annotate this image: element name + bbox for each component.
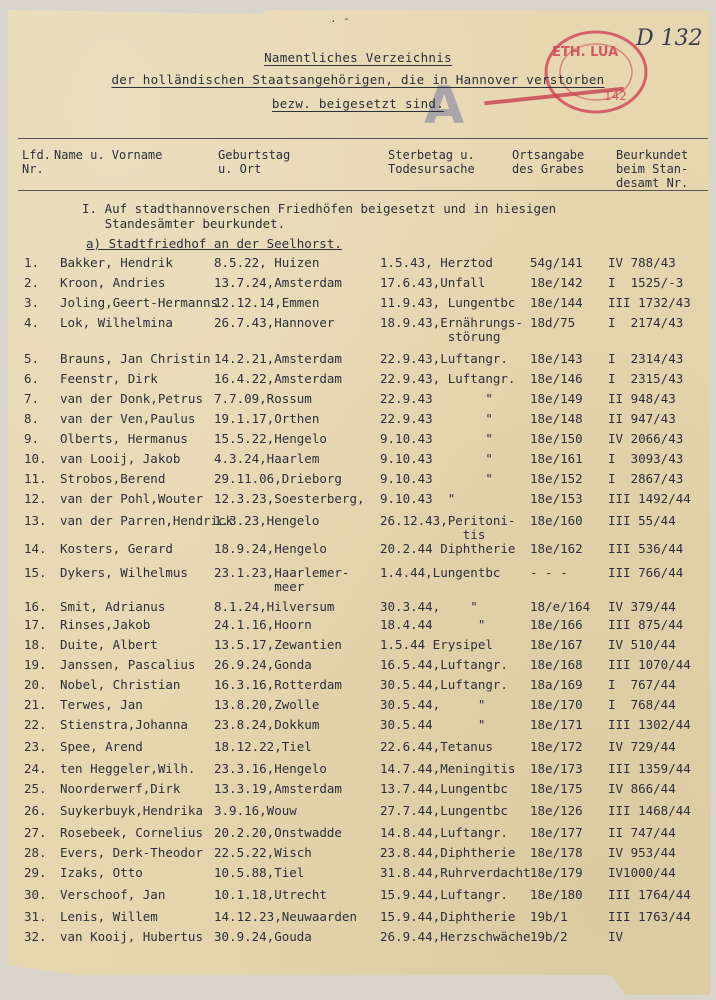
- cell-birth: 19.1.17,Orthen: [214, 411, 320, 426]
- cell-birth: 13.5.17,Zewantien: [214, 637, 342, 652]
- table-row: [0, 276, 716, 296]
- cell-name: Olberts, Hermanus: [60, 431, 188, 446]
- cell-death: 31.8.44,Ruhrverdacht: [380, 865, 531, 880]
- cell-no: 21.: [24, 697, 47, 712]
- table-row: [0, 513, 716, 542]
- cell-reg: II 747/44: [608, 825, 676, 840]
- cell-no: 18.: [24, 637, 47, 652]
- cell-no: 30.: [24, 887, 47, 902]
- cell-no: 14.: [24, 541, 47, 556]
- cell-reg: III 1492/44: [608, 491, 691, 506]
- cell-death: 22.6.44,Tetanus: [380, 739, 493, 754]
- cell-grave: 18e/126: [530, 803, 583, 818]
- cell-no: 5.: [24, 351, 40, 366]
- cell-reg: IV 2066/43: [608, 431, 684, 446]
- table-row: [0, 762, 716, 782]
- section-heading: I. Auf stadthannoverschen Friedhöfen beigesetzt und in hiesigen Standesämter beurkundet.: [82, 201, 557, 231]
- cell-name: Lok, Wilhelmina: [60, 315, 173, 330]
- cell-grave: 18e/149: [530, 391, 583, 406]
- cell-reg: I 768/44: [608, 697, 676, 712]
- cell-name: Kosters, Gerard: [60, 541, 173, 556]
- cell-name: ten Heggeler,Wilh.: [60, 761, 196, 776]
- col-header-registry: Beurkundet beim Stan- desamt Nr.: [616, 148, 689, 190]
- cell-grave: 18e/142: [530, 275, 583, 290]
- cell-no: 23.: [24, 739, 47, 754]
- col-header-death: Sterbetag u. Todesursache: [388, 148, 475, 176]
- cell-reg: III 1732/43: [608, 295, 691, 310]
- cell-name: Janssen, Pascalius: [60, 657, 196, 672]
- cell-death: 27.7.44,Lungentbc: [380, 803, 508, 818]
- cell-name: Rosebeek, Cornelius: [60, 825, 203, 840]
- cell-grave: 18e/167: [530, 637, 583, 652]
- cell-name: van Looij, Jakob: [60, 451, 181, 466]
- table-row: [0, 888, 716, 908]
- cell-no: 31.: [24, 909, 47, 924]
- cell-reg: IV 953/44: [608, 845, 676, 860]
- cell-death: 15.9.44,Luftangr.: [380, 887, 508, 902]
- table-row: [0, 618, 716, 638]
- cell-death: 22.9.43 ": [380, 411, 493, 426]
- cell-grave: 18e/150: [530, 431, 583, 446]
- table-row: [0, 678, 716, 698]
- cell-no: 2.: [24, 275, 40, 290]
- table-row: [0, 826, 716, 846]
- cell-reg: III 1070/44: [608, 657, 691, 672]
- cell-no: 16.: [24, 599, 47, 614]
- cell-grave: 18e/160: [530, 513, 583, 528]
- cell-birth: 4.3.24,Haarlem: [214, 451, 320, 466]
- table-row: [0, 412, 716, 432]
- table-row: [0, 392, 716, 412]
- table-row: [0, 718, 716, 738]
- table-row: [0, 492, 716, 512]
- cell-name: Bakker, Hendrik: [60, 255, 173, 270]
- cell-birth: 12.12.14,Emmen: [214, 295, 320, 310]
- cell-reg: III 1763/44: [608, 909, 691, 924]
- cell-no: 15.: [24, 565, 47, 580]
- cell-name: Kroon, Andries: [60, 275, 166, 290]
- cell-reg: III 536/44: [608, 541, 684, 556]
- cell-no: 17.: [24, 617, 47, 632]
- cell-grave: - - -: [530, 565, 568, 580]
- cell-no: 22.: [24, 717, 47, 732]
- table-row: [0, 866, 716, 886]
- cell-death: 11.9.43, Lungentbc: [380, 295, 516, 310]
- cell-birth: 7.7.09,Rossum: [214, 391, 312, 406]
- cell-grave: 18/e/164: [530, 599, 591, 614]
- table-row: [0, 372, 716, 392]
- cell-birth: 13.3.19,Amsterdam: [214, 781, 342, 796]
- cell-reg: I 767/44: [608, 677, 676, 692]
- cell-name: Izaks, Otto: [60, 865, 143, 880]
- cell-no: 7.: [24, 391, 40, 406]
- cell-grave: 19b/2: [530, 929, 568, 944]
- cell-reg: II 947/43: [608, 411, 676, 426]
- table-row: [0, 472, 716, 492]
- svg-text:142: 142: [604, 89, 627, 103]
- cell-birth: 10.1.18,Utrecht: [214, 887, 327, 902]
- cell-birth: 13.7.24,Amsterdam: [214, 275, 342, 290]
- cell-death: 22.9.43 ": [380, 391, 493, 406]
- col-header-grave: Ortsangabe des Grabes: [512, 148, 585, 176]
- cell-death: 9.10.43 ": [380, 451, 493, 466]
- cell-name: van der Ven,Paulus: [60, 411, 196, 426]
- cell-no: 1.: [24, 255, 40, 270]
- cell-reg: I 2315/43: [608, 371, 684, 386]
- cell-name: Brauns, Jan Christin: [60, 351, 211, 366]
- table-row: [0, 658, 716, 678]
- cell-no: 32.: [24, 929, 47, 944]
- cell-grave: 18e/170: [530, 697, 583, 712]
- table-row: [0, 740, 716, 760]
- cell-grave: 18e/144: [530, 295, 583, 310]
- cell-birth: 23.8.24,Dokkum: [214, 717, 320, 732]
- cell-reg: II 948/43: [608, 391, 676, 406]
- cell-birth: 12.3.23,Soesterberg,: [214, 491, 365, 506]
- cell-birth: 24.1.16,Hoorn: [214, 617, 312, 632]
- cell-grave: 18e/166: [530, 617, 583, 632]
- cell-death: 9.10.43 ": [380, 491, 456, 506]
- cell-reg: IV 866/44: [608, 781, 676, 796]
- cell-grave: 18e/171: [530, 717, 583, 732]
- cell-grave: 18e/162: [530, 541, 583, 556]
- table-row: [0, 432, 716, 452]
- cell-no: 25.: [24, 781, 47, 796]
- cell-no: 27.: [24, 825, 47, 840]
- cell-birth: 16.3.16,Rotterdam: [214, 677, 342, 692]
- cell-death: 30.5.44, ": [380, 697, 486, 712]
- title-line-1: Namentliches Verzeichnis: [264, 50, 452, 65]
- cell-no: 4.: [24, 315, 40, 330]
- cell-birth: 29.11.06,Drieborg: [214, 471, 342, 486]
- cell-grave: 18e/177: [530, 825, 583, 840]
- title-line-2: der holländischen Staatsangehörigen, die in Hannover verstorben: [111, 72, 605, 87]
- cell-death: 22.9.43, Luftangr.: [380, 371, 516, 386]
- cell-death: 30.5.44,Luftangr.: [380, 677, 508, 692]
- cell-grave: 18e/152: [530, 471, 583, 486]
- cell-name: van Kooij, Hubertus: [60, 929, 203, 944]
- cell-grave: 18e/168: [530, 657, 583, 672]
- cell-name: Feenstr, Dirk: [60, 371, 158, 386]
- cell-death: 13.7.44,Lungentbc: [380, 781, 508, 796]
- cell-birth: 23.1.23,Haarlemer- meer: [214, 565, 350, 594]
- cell-grave: 18e/146: [530, 371, 583, 386]
- cell-name: Noorderwerf,Dirk: [60, 781, 181, 796]
- cell-birth: 10.5.88,Tiel: [214, 865, 305, 880]
- table-row: [0, 910, 716, 930]
- cell-birth: 14.2.21,Amsterdam: [214, 351, 342, 366]
- cell-reg: IV 729/44: [608, 739, 676, 754]
- cell-grave: 54g/141: [530, 255, 583, 270]
- cell-name: Spee, Arend: [60, 739, 143, 754]
- handwritten-corner-note: D 132: [636, 26, 703, 51]
- cell-grave: 19b/1: [530, 909, 568, 924]
- cell-name: Verschoof, Jan: [60, 887, 166, 902]
- cell-birth: 30.9.24,Gouda: [214, 929, 312, 944]
- cell-death: 9.10.43 ": [380, 471, 493, 486]
- col-header-name: Name u. Vorname: [54, 148, 163, 162]
- cell-birth: 1.3.23,Hengelo: [214, 513, 320, 528]
- cell-reg: III 55/44: [608, 513, 676, 528]
- cell-reg: IV 510/44: [608, 637, 676, 652]
- cell-death: 30.5.44 ": [380, 717, 486, 732]
- table-row: [0, 846, 716, 866]
- table-row: [0, 565, 716, 594]
- top-mark: . -: [330, 12, 350, 25]
- cell-name: Stienstra,Johanna: [60, 717, 188, 732]
- cell-birth: 13.8.20,Zwolle: [214, 697, 320, 712]
- table-row: [0, 315, 716, 344]
- cell-birth: 18.12.22,Tiel: [214, 739, 312, 754]
- cell-death: 9.10.43 ": [380, 431, 493, 446]
- cell-grave: 18e/153: [530, 491, 583, 506]
- cell-death: 18.9.43,Ernährungs- störung: [380, 315, 523, 344]
- table-row: [0, 256, 716, 276]
- cell-birth: 15.5.22,Hengelo: [214, 431, 327, 446]
- cell-grave: 18e/143: [530, 351, 583, 366]
- title-line-3: bezw. beigesetzt sind.: [271, 96, 445, 111]
- cell-name: Smit, Adrianus: [60, 599, 166, 614]
- cell-name: van der Parren,Hendrick: [60, 513, 234, 528]
- table-row: [0, 698, 716, 718]
- cell-no: 13.: [24, 513, 47, 528]
- cell-grave: 18e/161: [530, 451, 583, 466]
- cell-no: 11.: [24, 471, 47, 486]
- cell-grave: 18e/148: [530, 411, 583, 426]
- header-bottom-rule: [18, 190, 708, 191]
- cell-death: 1.5.43, Herztod: [380, 255, 493, 270]
- cell-grave: 18e/172: [530, 739, 583, 754]
- cell-no: 19.: [24, 657, 47, 672]
- cell-no: 24.: [24, 761, 47, 776]
- table-row: [0, 452, 716, 472]
- cell-reg: I 2174/43: [608, 315, 684, 330]
- cell-birth: 23.3.16,Hengelo: [214, 761, 327, 776]
- cell-name: Nobel, Christian: [60, 677, 181, 692]
- pencil-letter-mark: A: [424, 76, 465, 136]
- cell-death: 30.3.44, ": [380, 599, 478, 614]
- cell-reg: IV 788/43: [608, 255, 676, 270]
- cell-no: 10.: [24, 451, 47, 466]
- table-row: [0, 782, 716, 802]
- cell-grave: 18e/178: [530, 845, 583, 860]
- cell-death: 23.8.44,Diphtherie: [380, 845, 516, 860]
- cell-death: 18.4.44 ": [380, 617, 486, 632]
- table-row: [0, 638, 716, 658]
- table-row: [0, 352, 716, 372]
- cell-name: van der Donk,Petrus: [60, 391, 203, 406]
- col-header-no: Lfd. Nr.: [22, 148, 51, 176]
- cell-death: 14.7.44,Meningitis: [380, 761, 516, 776]
- cell-grave: 18e/180: [530, 887, 583, 902]
- cell-reg: I 2314/43: [608, 351, 684, 366]
- cell-no: 12.: [24, 491, 47, 506]
- cell-name: Dykers, Wilhelmus: [60, 565, 188, 580]
- cell-reg: I 1525/-3: [608, 275, 684, 290]
- cell-birth: 22.5.22,Wisch: [214, 845, 312, 860]
- cell-birth: 14.12.23,Neuwaarden: [214, 909, 357, 924]
- cell-no: 9.: [24, 431, 40, 446]
- cell-death: 20.2.44 Diphtherie: [380, 541, 516, 556]
- cell-death: 17.6.43,Unfall: [380, 275, 486, 290]
- table-row: [0, 296, 716, 316]
- cell-name: Evers, Derk-Theodor: [60, 845, 203, 860]
- cell-birth: 8.1.24,Hilversum: [214, 599, 335, 614]
- cell-grave: 18d/75: [530, 315, 576, 330]
- cell-reg: IV 379/44: [608, 599, 676, 614]
- cell-reg: III 1359/44: [608, 761, 691, 776]
- cell-name: Suykerbuyk,Hendrika: [60, 803, 203, 818]
- svg-text:ETH. LUA: ETH. LUA: [552, 45, 619, 60]
- cell-reg: III 766/44: [608, 565, 684, 580]
- cell-death: 1.4.44,Lungentbc: [380, 565, 501, 580]
- cell-name: van der Pohl,Wouter: [60, 491, 203, 506]
- col-header-birth: Geburtstag u. Ort: [218, 148, 291, 176]
- cell-grave: 18a/169: [530, 677, 583, 692]
- cell-birth: 26.9.24,Gonda: [214, 657, 312, 672]
- cell-reg: IV1000/44: [608, 865, 676, 880]
- cell-no: 29.: [24, 865, 47, 880]
- cell-birth: 26.7.43,Hannover: [214, 315, 335, 330]
- cell-birth: 16.4.22,Amsterdam: [214, 371, 342, 386]
- cell-name: Duite, Albert: [60, 637, 158, 652]
- cell-death: 26.12.43,Peritoni- tis: [380, 513, 516, 542]
- cell-birth: 20.2.20,Onstwadde: [214, 825, 342, 840]
- cell-birth: 3.9.16,Wouw: [214, 803, 297, 818]
- cell-no: 3.: [24, 295, 40, 310]
- cell-death: 16.5.44,Luftangr.: [380, 657, 508, 672]
- cell-name: Lenis, Willem: [60, 909, 158, 924]
- cell-reg: I 3093/43: [608, 451, 684, 466]
- table-row: [0, 804, 716, 824]
- cell-reg: III 875/44: [608, 617, 684, 632]
- cell-name: Strobos,Berend: [60, 471, 166, 486]
- cell-death: 14.8.44,Luftangr.: [380, 825, 508, 840]
- cell-no: 8.: [24, 411, 40, 426]
- cell-birth: 18.9.24,Hengelo: [214, 541, 327, 556]
- cell-reg: III 1302/44: [608, 717, 691, 732]
- table-row: [0, 930, 716, 950]
- cell-grave: 18e/175: [530, 781, 583, 796]
- cell-name: Rinses,Jakob: [60, 617, 151, 632]
- cell-reg: III 1764/44: [608, 887, 691, 902]
- cell-death: 26.9.44,Herzschwäche: [380, 929, 531, 944]
- cell-no: 26.: [24, 803, 47, 818]
- cell-no: 28.: [24, 845, 47, 860]
- cell-no: 20.: [24, 677, 47, 692]
- cell-name: Joling,Geert-Hermanns: [60, 295, 219, 310]
- cell-name: Terwes, Jan: [60, 697, 143, 712]
- cell-reg: I 2867/43: [608, 471, 684, 486]
- cell-death: 15.9.44,Diphtherie: [380, 909, 516, 924]
- cell-grave: 18e/179: [530, 865, 583, 880]
- cell-birth: 8.5.22, Huizen: [214, 255, 320, 270]
- cell-reg: III 1468/44: [608, 803, 691, 818]
- subsection-heading: a) Stadtfriedhof an der Seelhorst.: [86, 236, 342, 251]
- cell-reg: IV: [608, 929, 624, 944]
- header-top-rule: [18, 138, 708, 139]
- cell-no: 6.: [24, 371, 40, 386]
- cell-grave: 18e/173: [530, 761, 583, 776]
- cell-death: 22.9.43,Luftangr.: [380, 351, 508, 366]
- table-row: [0, 542, 716, 562]
- cell-death: 1.5.44 Erysipel: [380, 637, 493, 652]
